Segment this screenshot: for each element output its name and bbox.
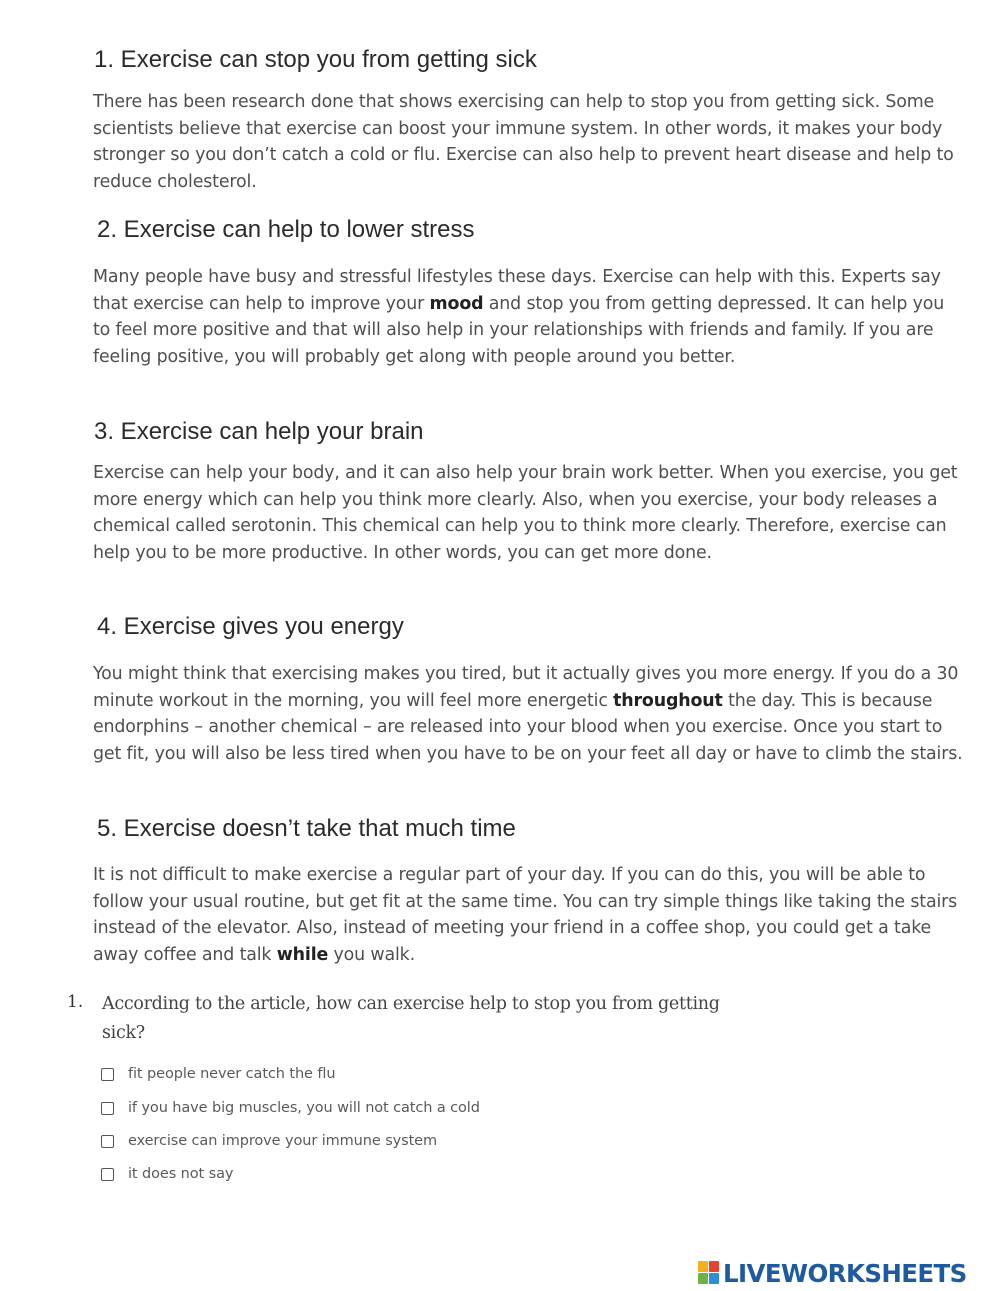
question-text: According to the article, how can exercise help to stop you from getting sick? <box>102 994 720 1043</box>
section-5-paragraph <box>93 862 963 969</box>
section-2-paragraph <box>93 264 963 371</box>
section-5-text-b: you walk. <box>328 945 415 966</box>
section-5-heading: 5. Exercise doesn’t take that much time <box>97 815 516 842</box>
section-4-paragraph <box>93 661 963 768</box>
answer-option-label: if you have big muscles, you will not catch a cold <box>128 1100 480 1116</box>
checkbox-icon[interactable] <box>101 1135 114 1148</box>
liveworksheets-logo[interactable] <box>698 1258 967 1288</box>
answer-option-label: fit people never catch the flu <box>128 1066 336 1082</box>
section-2-heading: 2. Exercise can help to lower stress <box>97 216 475 243</box>
question-number: 1. <box>67 992 84 1012</box>
section-2-text-b: and stop you from getting depressed. It can help you to feel more positive and that will also help in your relationships with friends and family. If you are feeling positive, you will probably get along with people around you better. <box>93 293 945 368</box>
section-5-bold-word: while <box>276 945 329 966</box>
answer-option-label: exercise can improve your immune system <box>128 1133 438 1149</box>
liveworksheets-logo-icon <box>698 1261 720 1285</box>
section-4-text-b: the day. This is because endorphins – another chemical – are released into your blood when you exercise. Once you start to get fit, you will also be less tired when you have to be on your feet all day or have to climb the stairs. <box>93 690 963 765</box>
section-2-text-a: Many people have busy and stressful lifestyles these days. Exercise can help with this. Experts say that exercise can help to improve your <box>93 267 941 314</box>
checkbox-icon[interactable] <box>101 1068 114 1081</box>
section-4-text-a: You might think that exercising makes you tired, but it actually gives you more energy. If you do a 30 minute workout in the morning, you will feel more energetic <box>93 664 959 711</box>
section-5-text-a: It is not difficult to make exercise a regular part of your day. If you can do this, you will be able to follow your usual routine, but get fit at the same time. You can try simple things like taking the stairs instead of the elevator. Also, instead of meeting your friend in a coffee shop, you could get a take away coffee and talk <box>93 865 958 966</box>
section-1-heading: 1. Exercise can stop you from getting sick <box>94 46 537 73</box>
brand-name: LIVEWORKSHEETS <box>723 1258 967 1288</box>
section-3-paragraph: Exercise can help your body, and it can also help your brain work better. When you exercise, you get more energy which can help you think more clearly. Also, when you exercise, your body releases a chemical called serotonin. This chemical can help you to think more clearly. Therefore, exercise can help you to be more productive. In other words, you can get more done. <box>93 463 958 564</box>
checkbox-icon[interactable] <box>101 1102 114 1115</box>
answer-option-3[interactable] <box>101 1131 437 1151</box>
section-4-heading: 4. Exercise gives you energy <box>97 613 404 640</box>
section-3-heading: 3. Exercise can help your brain <box>94 418 424 445</box>
section-4-bold-word: throughout <box>613 690 723 711</box>
answer-option-2[interactable] <box>101 1098 480 1118</box>
section-1-paragraph: There has been research done that shows exercising can help to stop you from getting sick. Some scientists believe that exercise can boost your immune system. In other words, it makes your body stronger so you don’t catch a cold or flu. Exercise can also help to prevent heart disease and help to reduce cholesterol. <box>93 92 954 193</box>
answer-option-4[interactable] <box>101 1164 233 1184</box>
answer-option-label: it does not say <box>128 1166 234 1182</box>
checkbox-icon[interactable] <box>101 1168 114 1181</box>
answer-option-1[interactable] <box>101 1064 335 1084</box>
section-2-bold-word: mood <box>429 293 484 314</box>
